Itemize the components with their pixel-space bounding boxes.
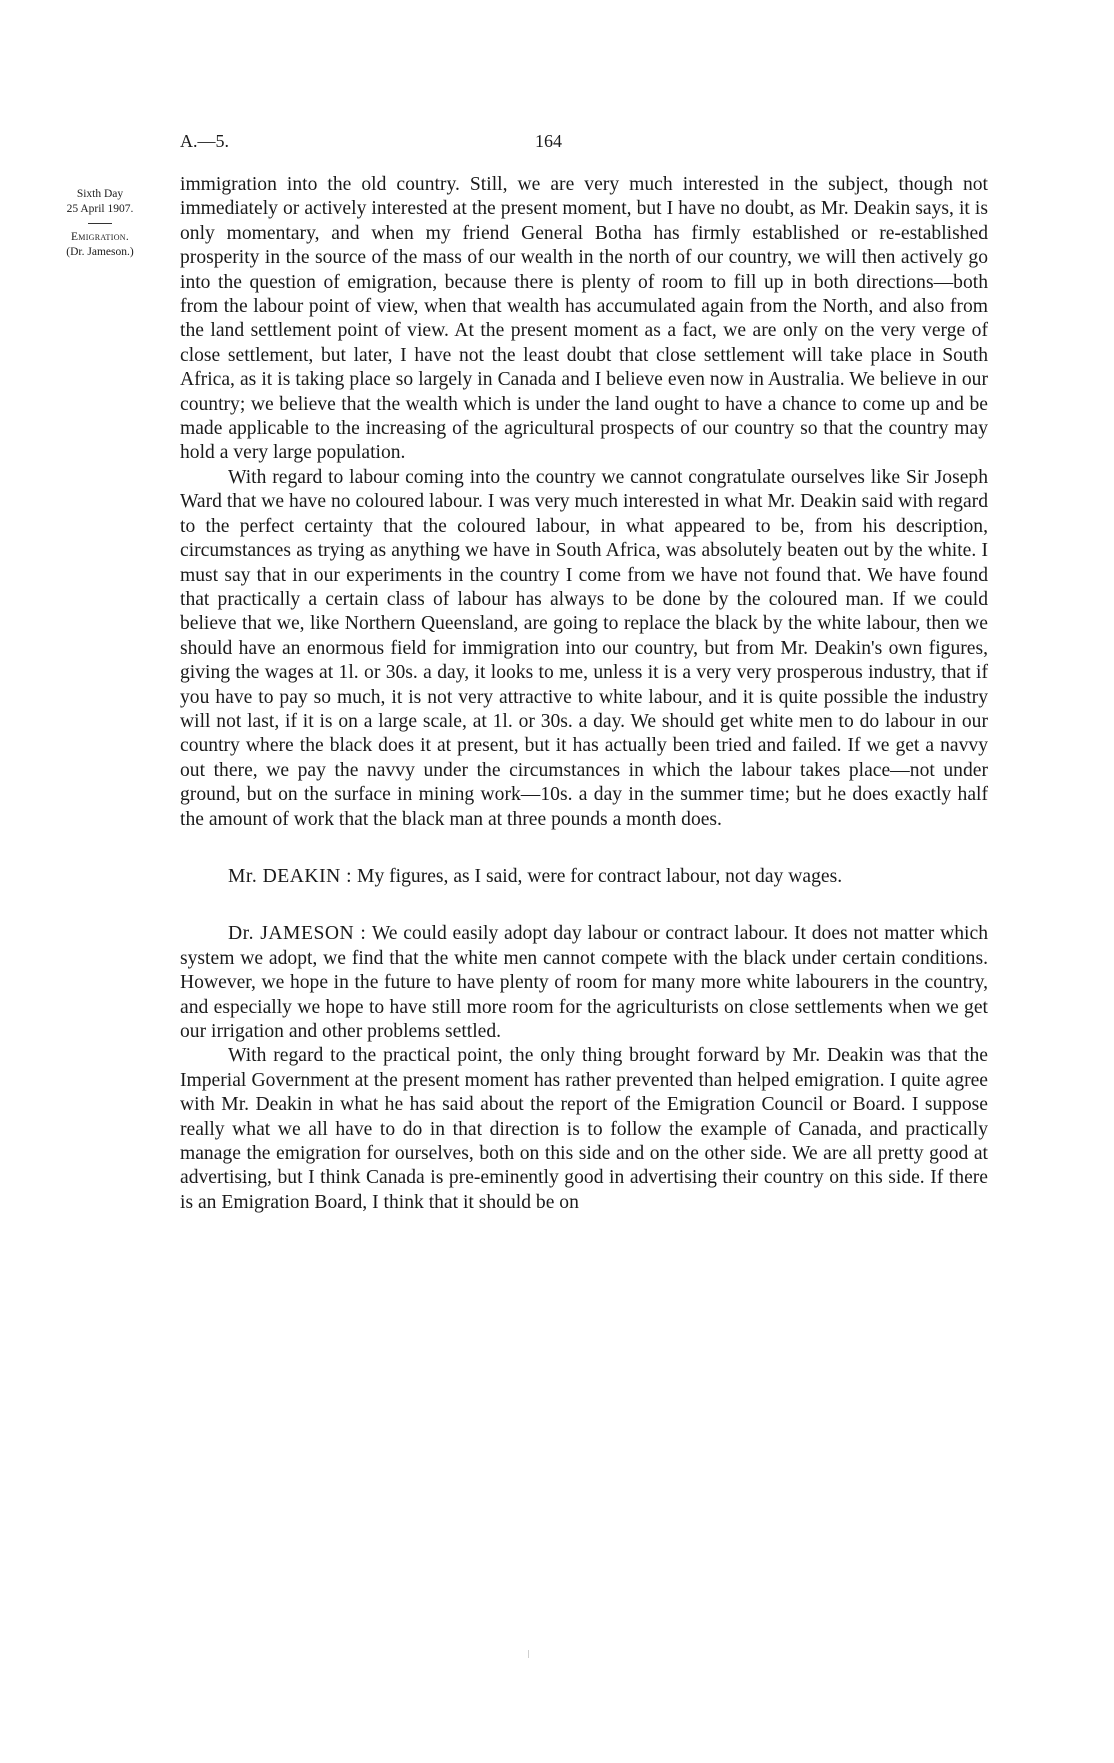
paragraph: immigration into the old country. Still, we are very much interested in the subject, though not immediately or actively interested at the present moment, but I have no doubt, as Mr. Deakin says, it is only momentary, and when my friend General Botha has firmly established or re-established prosperity in the source of the mass of our wealth in the north of our country, we will then actively go into the question of emigration, because there is plenty of room to fill up in both directions—both from the labour point of view, when that wealth has accumulated again from the North, and also from the land settlement point of view. At the present moment as a fact, we are only on the very verge of close settlement, but later, I have not the least doubt that close settlement will take place in South Africa, as it is taking place so largely in Canada and I believe even now in Australia. We believe in our country; we believe that the wealth which is under the land ought to have a chance to come up and be made applicable to the increasing of the agricultural prospects of our country so that the country may hold a very large population. xyxy=(180,174,988,464)
document-reference: A.—5. xyxy=(180,131,229,151)
margin-note-day: Sixth Day xyxy=(76,188,124,200)
margin-note-divider xyxy=(88,223,112,224)
page-header xyxy=(180,131,988,157)
page-mark xyxy=(528,1650,529,1658)
speech-paragraph xyxy=(180,922,988,1044)
margin-note xyxy=(30,187,170,260)
speech-text: We could easily adopt day labour or contract labour. It does not matter which system we adopt, we find that the white men cannot compete with the black under certain conditions. However, we hope in the future to have plenty of room for many more white labourers in the country, and especially we hope to have still more room for the agriculturists on close settlements when we get our irrigation and other problems settled. xyxy=(180,923,988,1042)
speaker-name: Dr. JAMESON : xyxy=(228,923,367,945)
margin-note-subject: Emigration. xyxy=(70,231,130,243)
paragraph: With regard to labour coming into the country we cannot congratulate ourselves like Sir Joseph Ward that we have no coloured labour. I was very much interested in what Mr. Deakin said with regard to the perfect certainty that the coloured labour, in what appeared to be, from his description, circumstances as trying as anything we have in South Africa, was absolutely beaten out by the white. I must say that in our experiments in the country I come from we have not found that. We have found that practically a certain class of labour has always to be done by the coloured man. If we could believe that we, like Northern Queensland, are going to replace the black by the white labour, then we should have an enormous field for immigration into our country, but from Mr. Deakin's own figures, giving the wages at 1l. or 30s. a day, it looks to me, unless it is a very very prosperous industry, that if you have to pay so much, it is not very attractive to white labour, and it is quite possible the industry will not last, if it is on a large scale, at 1l. or 30s. a day. We should get white men to do labour in our country where the black does it at present, but it has actually been tried and failed. If we get a navvy out there, we pay the navvy under the circumstances in which the labour takes place—not under ground, but on the surface in mining work—10s. a day in the summer time; but he does exactly half the amount of work that the black man at three pounds a month does. xyxy=(180,466,988,830)
body-text xyxy=(180,173,988,1215)
page-number: 164 xyxy=(535,131,562,151)
paragraph: With regard to the practical point, the only thing brought forward by Mr. Deakin was that the Imperial Government at the present moment has rather prevented than helped emigration. I quite agree with Mr. Deakin in what he has said about the report of the Emigration Council or Board. I suppose really what we all have to do in that direction is to follow the example of Canada, and practically manage the emigration for ourselves, both on this side and on the other side. We are all pretty good at advertising, but I think Canada is pre-eminently good in advertising their country on this side. If there is an Emigration Board, I think that it should be on xyxy=(180,1045,988,1213)
speech-text: My figures, as I said, were for contract labour, not day wages. xyxy=(357,865,843,887)
margin-note-speaker: (Dr. Jameson.) xyxy=(66,246,134,258)
speech-paragraph xyxy=(180,865,988,889)
margin-note-date: 25 April 1907. xyxy=(66,203,134,215)
speaker-name: Mr. DEAKIN : xyxy=(228,865,353,887)
